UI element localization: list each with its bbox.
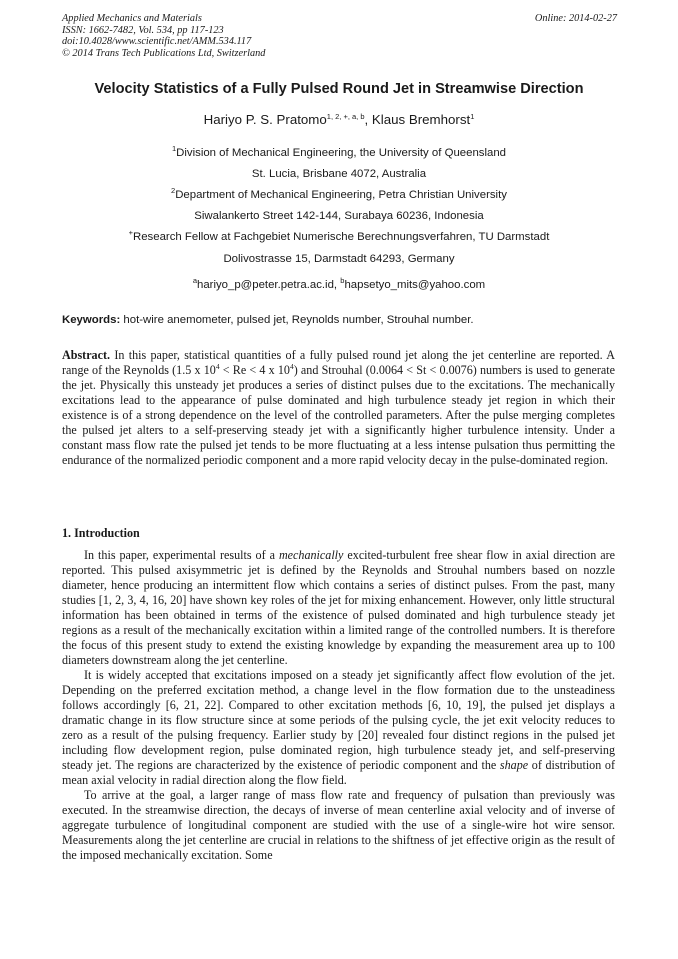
- affiliation-3-line-1: [0, 228, 678, 243]
- author-1: Hariyo P. S. Pratomo: [203, 112, 327, 127]
- online-date: Online: 2014-02-27: [534, 13, 617, 24]
- journal-issn: ISSN: 1662-7482, Vol. 534, pp 117-123: [62, 24, 224, 36]
- journal-name: Applied Mechanics and Materials: [62, 13, 202, 24]
- email-a: hariyo_p@peter.petra.ac.id,: [196, 279, 341, 291]
- intro-paragraph-1: [62, 548, 615, 668]
- keywords: [62, 314, 474, 326]
- abstract: [62, 348, 615, 468]
- affiliation-3-line-2: Dolivostrasse 15, Darmstadt 64293, Germany: [223, 253, 455, 265]
- affiliation-2-mark: 2: [171, 186, 176, 195]
- intro-p2-a: It is widely accepted that excitations imposed on a steady jet significantly affect flow evolution of the jet. Depending on the preferred excitation method, a change level in the flow formation due to the unsteadiness follows accordingly [6, 21, 22]. Compared to other excitation methods [6, 10, 19], the pulsed jet displays a dramatic change in its flow structure since at some periods of the pulsing cycle, the jet exit velocity reduces to zero as a result of the pulsing frequency. Earlier study by [20] revealed four distinct regions in the pulsed jet including flow development region, pulse dominated region, high turbulence steady jet, and self-preserving steady jet. The regions are characterized by the existence of periodic component and the: [62, 668, 615, 772]
- email-mark-b: b: [340, 276, 345, 285]
- affiliation-2-line-2: Siwalankerto Street 142-144, Surabaya 60236, Indonesia: [194, 210, 484, 222]
- journal-copyright: © 2014 Trans Tech Publications Ltd, Switzerland: [62, 47, 266, 59]
- affiliation-3-mark: +: [128, 228, 133, 237]
- intro-paragraph-3: To arrive at the goal, a larger range of mass flow rate and frequency of pulsation than previously was executed. In the streamwise direction, the decays of inverse of mean centerline axial velocity and of inverse of aggregate turbulence of longitudinal component are studied with the use of a single-wire hot wire sensor. Measurements along the jet centerline are crucial in relations to the shiftness of jet effective origin as the result of the imposed mechanically excitation. Some: [62, 788, 615, 862]
- abstract-exponent-2: 4: [289, 362, 294, 371]
- intro-p1-a: In this paper, experimental results of a: [84, 548, 279, 562]
- intro-paragraph-2: [62, 668, 615, 788]
- intro-p1-emphasis: mechanically: [278, 548, 344, 562]
- affiliation-1-mark: 1: [171, 144, 177, 153]
- affiliation-3-text: Research Fellow at Fachgebiet Numerische Berechnungsverfahren, TU Darmstadt: [133, 231, 550, 243]
- paper-title: Velocity Statistics of a Fully Pulsed Round Jet in Streamwise Direction: [94, 81, 584, 97]
- abstract-text-1: In this paper, statistical quantities of a fully pulsed round jet along the jet centerline are reported. A range of the Reynolds (1.5 x 10: [62, 348, 615, 377]
- section-heading-introduction: 1. Introduction: [62, 526, 140, 540]
- affiliation-2-line-1: [0, 186, 678, 201]
- keywords-label: Keywords:: [62, 314, 121, 326]
- email-line: [0, 276, 678, 291]
- email-mark-a: a: [192, 276, 197, 285]
- affiliation-2-text: Department of Mechanical Engineering, Petra Christian University: [175, 189, 507, 201]
- author-2-affiliation-mark: 1: [470, 112, 475, 121]
- introduction-body: [62, 548, 615, 863]
- intro-p1-b: excited-turbulent free shear flow in axial direction are reported. This pulsed axisymmetric jet is defined by the Reynolds and Strouhal numbers based on nozzle diameter, hence producing an intermittent flow which contains a series of distinct pulses. From the past, many studies [1, 2, 3, 4, 16, 20] have shown key roles of the jet for mixing enhancement. However, only little structural information has been obtained in terms of the existence of pulsed dominated and high turbulence steady jet regions as a result of the mechanically excitation within a limited range of the controlled numbers. It is therefore the focus of this present study to extend the existing knowledge by expanding the measurement area up to 100 diameters downstream along the jet centerline.: [62, 548, 615, 667]
- abstract-text-3: ) and Strouhal (0.0064 < St < 0.0076) numbers is used to generate the jet. Physically this unsteady jet produces a series of distinct pulses due to the excitations. The mechanically excitations lead to the appearance of pulse dominated and high turbulence steady jet region in which their existence is of a strong dependence on the level of the controlled parameters. After the pulse merging completes the pulsed jet alters to a self-preserving steady jet with a significantly higher turbulence intensity. Under a constant mass flow rate the pulsed jet tends to be more fluctuating at a less intense pulsation thus permitting the endurance of the normalized periodic component and a more rapid velocity decay in the pulse-dominated region.: [62, 363, 615, 467]
- affiliation-1-line-2: St. Lucia, Brisbane 4072, Australia: [251, 168, 427, 180]
- journal-doi: doi:10.4028/www.scientific.net/AMM.534.117: [62, 36, 252, 48]
- intro-p2-emphasis: shape: [499, 758, 529, 772]
- affiliation-1-text: Division of Mechanical Engineering, the University of Queensland: [176, 147, 507, 159]
- email-b: hapsetyo_mits@yahoo.com: [344, 279, 486, 291]
- abstract-exponent-1: 4: [215, 362, 220, 371]
- author-2: , Klaus Bremhorst: [364, 112, 471, 127]
- author-1-affiliation-mark: 1, 2, +, a, b: [326, 112, 365, 121]
- intro-p2-b: of distribution of mean axial velocity in radial direction along the flow field.: [62, 758, 615, 787]
- author-line: [0, 112, 678, 127]
- abstract-text-2: < Re < 4 x 10: [219, 363, 290, 377]
- abstract-label: Abstract.: [62, 348, 111, 362]
- keywords-text: hot-wire anemometer, pulsed jet, Reynolds number, Strouhal number.: [120, 314, 474, 326]
- journal-header: [62, 13, 617, 59]
- affiliation-1-line-1: [0, 144, 678, 159]
